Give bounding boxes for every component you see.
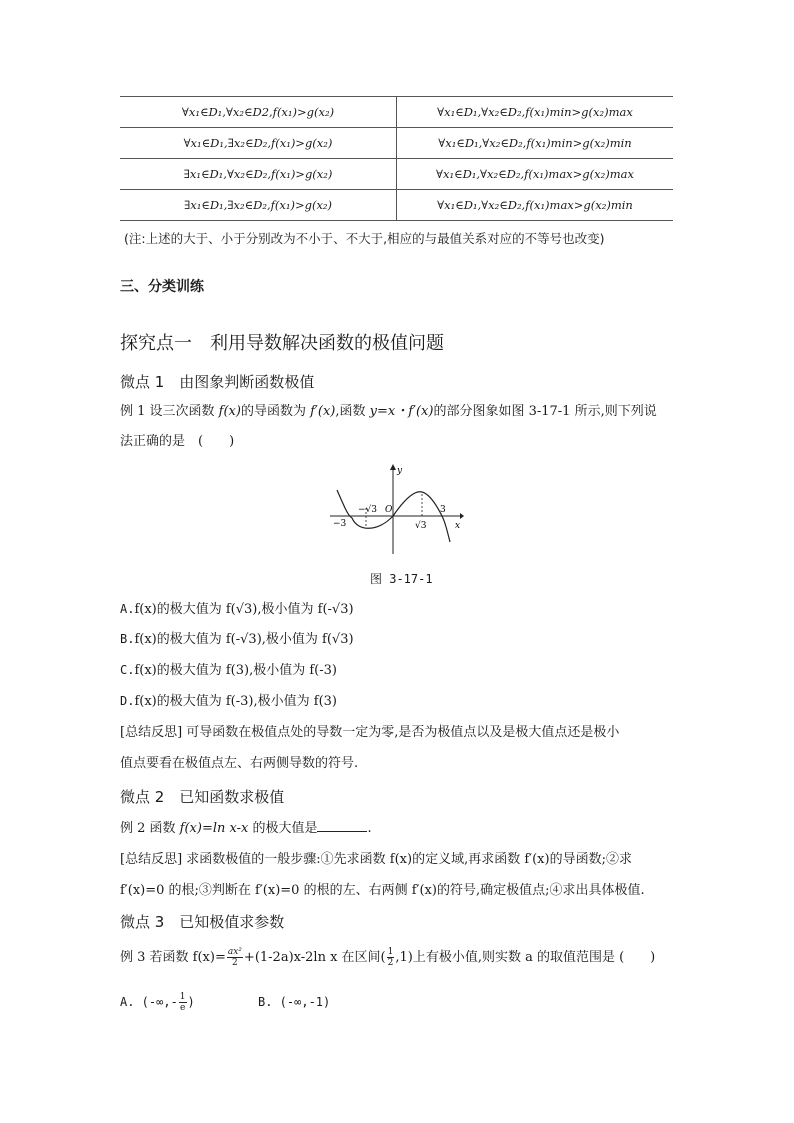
table-cell: ∃x₁∈D₁,∃x₂∈D₂,f(x₁)>g(x₂) <box>120 190 397 221</box>
example-text: 的导函数为 <box>240 404 311 419</box>
math-expression: f′(x) <box>310 404 336 419</box>
table-cell: ∀x₁∈D₁,∀x₂∈D₂,f(x₁)min>g(x₂)max <box>397 97 674 128</box>
option-letter: B. <box>120 632 135 646</box>
condition-table <box>120 96 673 221</box>
table-cell: ∀x₁∈D₁,∀x₂∈D₂,f(x₁)min>g(x₂)min <box>397 128 674 159</box>
option-text: f(x)的极大值为 f(-3),极小值为 f(3) <box>134 694 337 709</box>
table-note: (注:上述的大于、小于分别改为不小于、不大于,相应的与最值关系对应的不等号也改变) <box>124 231 605 246</box>
fraction-numerator: 1 <box>179 992 186 1002</box>
option-c[interactable] <box>120 661 337 680</box>
y-axis-arrow-icon <box>390 464 396 470</box>
option-text: f(x)的极大值为 f(3),极小值为 f(-3) <box>134 663 337 678</box>
example-text: 例 1 设三次函数 <box>120 404 219 419</box>
example-text: 例 3 若函数 f(x)= <box>120 950 226 965</box>
math-expression: f(x)=ln x-x <box>179 821 249 836</box>
option-text: ) <box>187 995 195 1009</box>
example-text: ,1)上有极小值,则实数 a 的取值范围是 ( ) <box>395 950 656 965</box>
example-2 <box>120 819 372 838</box>
example-text: 的极大值是 <box>248 821 318 836</box>
summary-1-line-2: 值点要看在极值点左、右两侧导数的符号. <box>120 756 359 771</box>
math-expression: f(x) <box>218 404 241 419</box>
table-row <box>120 128 673 159</box>
option-b-ex3[interactable]: B. (-∞,-1) <box>258 995 331 1009</box>
example-text: 的部分图象如图 3-17-1 所示,则下列说 <box>433 404 657 419</box>
option-letter: A. <box>120 602 135 616</box>
example-text: . <box>367 821 372 836</box>
micro-point-heading: 微点 2 已知函数求极值 <box>120 788 285 806</box>
example-3 <box>120 946 655 970</box>
option-a-ex3[interactable] <box>120 990 195 1015</box>
fraction <box>387 947 395 968</box>
tick-label: −√3 <box>358 505 378 515</box>
table-row <box>120 190 673 221</box>
option-b[interactable] <box>120 630 354 649</box>
derivative-graph <box>330 462 464 558</box>
answer-blank[interactable] <box>317 819 367 832</box>
math-expression: y=x・f′(x) <box>369 404 434 419</box>
option-a[interactable] <box>120 600 354 619</box>
x-axis-label: x <box>455 521 461 531</box>
option-letter: C. <box>120 663 135 677</box>
table-cell: ∃x₁∈D₁,∀x₂∈D₂,f(x₁)>g(x₂) <box>120 159 397 190</box>
option-text: f(x)的极大值为 f(√3),极小值为 f(-√3) <box>134 602 354 617</box>
option-d[interactable] <box>120 692 337 711</box>
tick-label: √3 <box>415 521 427 531</box>
y-axis-label: y <box>397 466 403 476</box>
example-1-line-2: 法正确的是 ( ) <box>120 434 235 449</box>
fraction-denominator: 2 <box>387 958 394 968</box>
option-letter: D. <box>120 694 135 708</box>
micro-point-heading: 微点 3 已知极值求参数 <box>120 913 285 931</box>
summary-2-line-2: f′(x)=0 的根;③判断在 f′(x)=0 的根的左、右两侧 f′(x)的符号,确定极值点;④求出具体极值. <box>120 883 645 898</box>
fraction-numerator: ax² <box>227 947 242 957</box>
figure-caption: 图 3-17-1 <box>370 572 433 586</box>
example-text: 例 2 函数 <box>120 821 180 836</box>
section-heading: 三、分类训练 <box>120 279 204 295</box>
table-row <box>120 97 673 128</box>
fraction <box>227 947 243 968</box>
explore-heading: 探究点一 利用导数解决函数的极值问题 <box>120 333 444 354</box>
fraction-denominator: 2 <box>232 958 238 968</box>
option-text: A. (-∞,- <box>120 995 178 1009</box>
fraction-denominator: e <box>180 1003 186 1013</box>
table-cell: ∀x₁∈D₁,∀x₂∈D₂,f(x₁)max>g(x₂)max <box>397 159 674 190</box>
tick-label: 3 <box>440 505 446 515</box>
example-text: ,函数 <box>335 404 370 419</box>
option-text: f(x)的极大值为 f(-√3),极小值为 f(√3) <box>134 632 354 647</box>
x-axis-arrow-icon <box>460 513 464 519</box>
table-cell: ∀x₁∈D₁,∃x₂∈D₂,f(x₁)>g(x₂) <box>120 128 397 159</box>
fraction-numerator: 1 <box>387 947 394 957</box>
summary-1-line-1: [总结反思] 可导函数在极值点处的导数一定为零,是否为极值点以及是极大值点还是极小 <box>120 725 620 740</box>
summary-2-line-1: [总结反思] 求函数极值的一般步骤:①先求函数 f(x)的定义域,再求函数 f′(x)的导函数;②求 <box>120 852 632 867</box>
fraction <box>179 992 187 1013</box>
table-cell: ∀x₁∈D₁,∀x₂∈D₂,f(x₁)max>g(x₂)min <box>397 190 674 221</box>
table-cell: ∀x₁∈D₁,∀x₂∈D2,f(x₁)>g(x₂) <box>120 97 397 128</box>
example-1-line-1 <box>120 403 657 421</box>
micro-point-heading: 微点 1 由图象判断函数极值 <box>120 373 315 391</box>
table-row <box>120 159 673 190</box>
example-text: +(1-2a)x-2ln x 在区间( <box>243 950 386 965</box>
origin-label: O <box>385 505 393 515</box>
tick-label: −3 <box>333 519 347 529</box>
